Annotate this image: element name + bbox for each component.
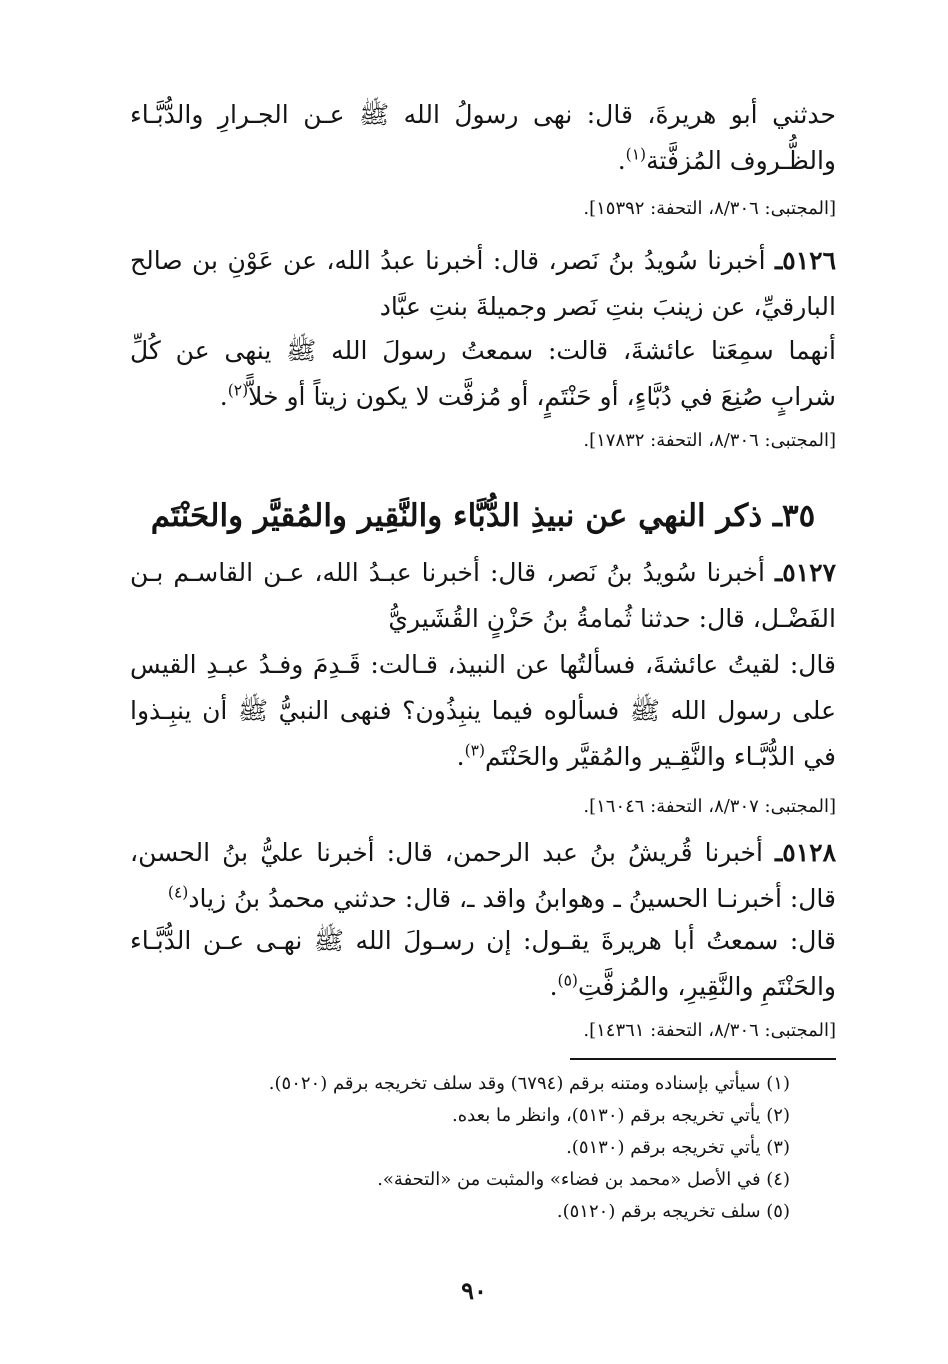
footnote-marker-2[interactable]: (٢): [227, 381, 249, 400]
footnote-marker-1[interactable]: (١): [625, 145, 647, 164]
footnotes: [130, 1068, 790, 1228]
paragraph-end: .: [549, 972, 558, 1001]
footnote-4: (٤) في الأصل «محمد بن فضاء» والمثبت من «التحفة».: [377, 1169, 790, 1190]
reference-text: [المجتبى: ٨/٣٠٦، التحفة: ١٤٣٦١].: [583, 1020, 836, 1041]
hadith-number: ٥١٢٨ـ: [774, 838, 836, 867]
footnote-5: (٥) سلف تخريجه برقم (٥١٢٠).: [556, 1201, 790, 1222]
hadith-5126-matn: [130, 328, 836, 420]
hadith-5127-isnad: [130, 550, 836, 642]
paragraph-end: .: [456, 742, 465, 771]
reference-text: [المجتبى: ٨/٣٠٦، التحفة: ١٥٣٩٢].: [583, 198, 836, 219]
chapter-title: ٣٥ـ ذكر النهي عن نبيذِ الدُّبَّاء والنَّقِير والمُقيَّر والحَنْتَم: [150, 498, 816, 534]
hadith-number: ٥١٢٦ـ: [774, 246, 836, 275]
hadith-5128-matn: [130, 918, 836, 1010]
footnote-divider: [570, 1058, 836, 1060]
isnad-text: أخبرنا قُريشُ بنُ عبد الرحمن، قال: أخبرنا عليُّ بنُ الحسن، قال: أخبرنـا الحسينُ ـ وهوابنُ واقد ـ، قال: حدثني محمدُ بنُ زياد: [130, 838, 836, 913]
reference-line-3: [130, 794, 836, 820]
reference-text: [المجتبى: ٨/٣٠٧، التحفة: ١٦٠٤٦].: [583, 796, 836, 817]
footnote-marker-4[interactable]: (٤): [167, 883, 189, 902]
isnad-text: أخبرنا سُويدُ بنُ نَصر، قال: أخبرنا عبدُ الله، عن عَوْنِ بن صالح البارقيِّ، عن زينبَ بنتِ نَصر وجميلةَ بنتِ عبَّاد: [130, 246, 836, 321]
paragraph-end: .: [617, 146, 626, 175]
footnote-2: (٢) يأتي تخريجه برقم (٥١٣٠)، وانظر ما بعده.: [451, 1105, 790, 1126]
footnote-3: (٣) يأتي تخريجه برقم (٥١٣٠).: [566, 1137, 790, 1158]
hadith-5128-isnad: [130, 830, 836, 922]
reference-line-2: [130, 428, 836, 454]
matn-text: قال: لقيتُ عائشةَ، فسألتُها عن النبيذ، قـالت: قَـدِمَ وفـدُ عبـدِ القيس على رسول الله ﷺ فسألوه فيما ينبِذُون؟ فنهى النبيُّ ﷺ أن ينبِـذوا في الدُّبَّـاء والنَّقِـير والمُقيَّر والحَنْتَم: [130, 650, 836, 771]
paragraph-text: حدثني أبو هريرةَ، قال: نهى رسولُ الله ﷺ عـن الجـرارِ والدُّبَّـاء والظُّـروف المُزفَّتة: [130, 100, 836, 175]
paragraph-end: .: [219, 382, 228, 411]
reference-line-1: [130, 196, 836, 222]
isnad-text: أخبرنا سُويدُ بنُ نَصر، قال: أخبرنا عبـدُ الله، عـن القاسـم بـن الفَضْـل، قال: حدثنا ثُمامةُ بنُ حَزْنٍ القُشَيريُّ: [130, 558, 836, 633]
footnote-marker-5[interactable]: (٥): [557, 971, 578, 990]
reference-text: [المجتبى: ٨/٣٠٦، التحفة: ١٧٨٣٢].: [583, 430, 836, 451]
matn-text: قال: سمعتُ أبا هريرةَ يقـول: إن رسـولَ الله ﷺ نهـى عـن الدُّبَّـاء والحَنْتَمِ والنَّقِيرِ، والمُزفَّتِ: [130, 926, 836, 1001]
matn-text: أنهما سمِعَتا عائشةَ، قالت: سمعتُ رسولَ الله ﷺ ينهى عن كُلِّ شرابٍ صُنِعَ في دُبَّاءٍ، أو حَنْتَمٍ، أو مُزفَّت لا يكون زيتاً أو خلاًّ: [130, 336, 836, 411]
page-number: ٩٠: [461, 1276, 487, 1305]
reference-line-4: [130, 1018, 836, 1044]
hadith-number: ٥١٢٧ـ: [774, 558, 836, 587]
footnote-1: (١) سيأتي بإسناده ومتنه برقم (٦٧٩٤) وقد سلف تخريجه برقم (٥٠٢٠).: [268, 1073, 790, 1094]
hadith-5127-matn: [130, 642, 836, 780]
footnote-marker-3[interactable]: (٣): [464, 741, 486, 760]
hadith-5126-isnad: [130, 238, 836, 330]
paragraph-hadith-continuation: [130, 92, 836, 184]
